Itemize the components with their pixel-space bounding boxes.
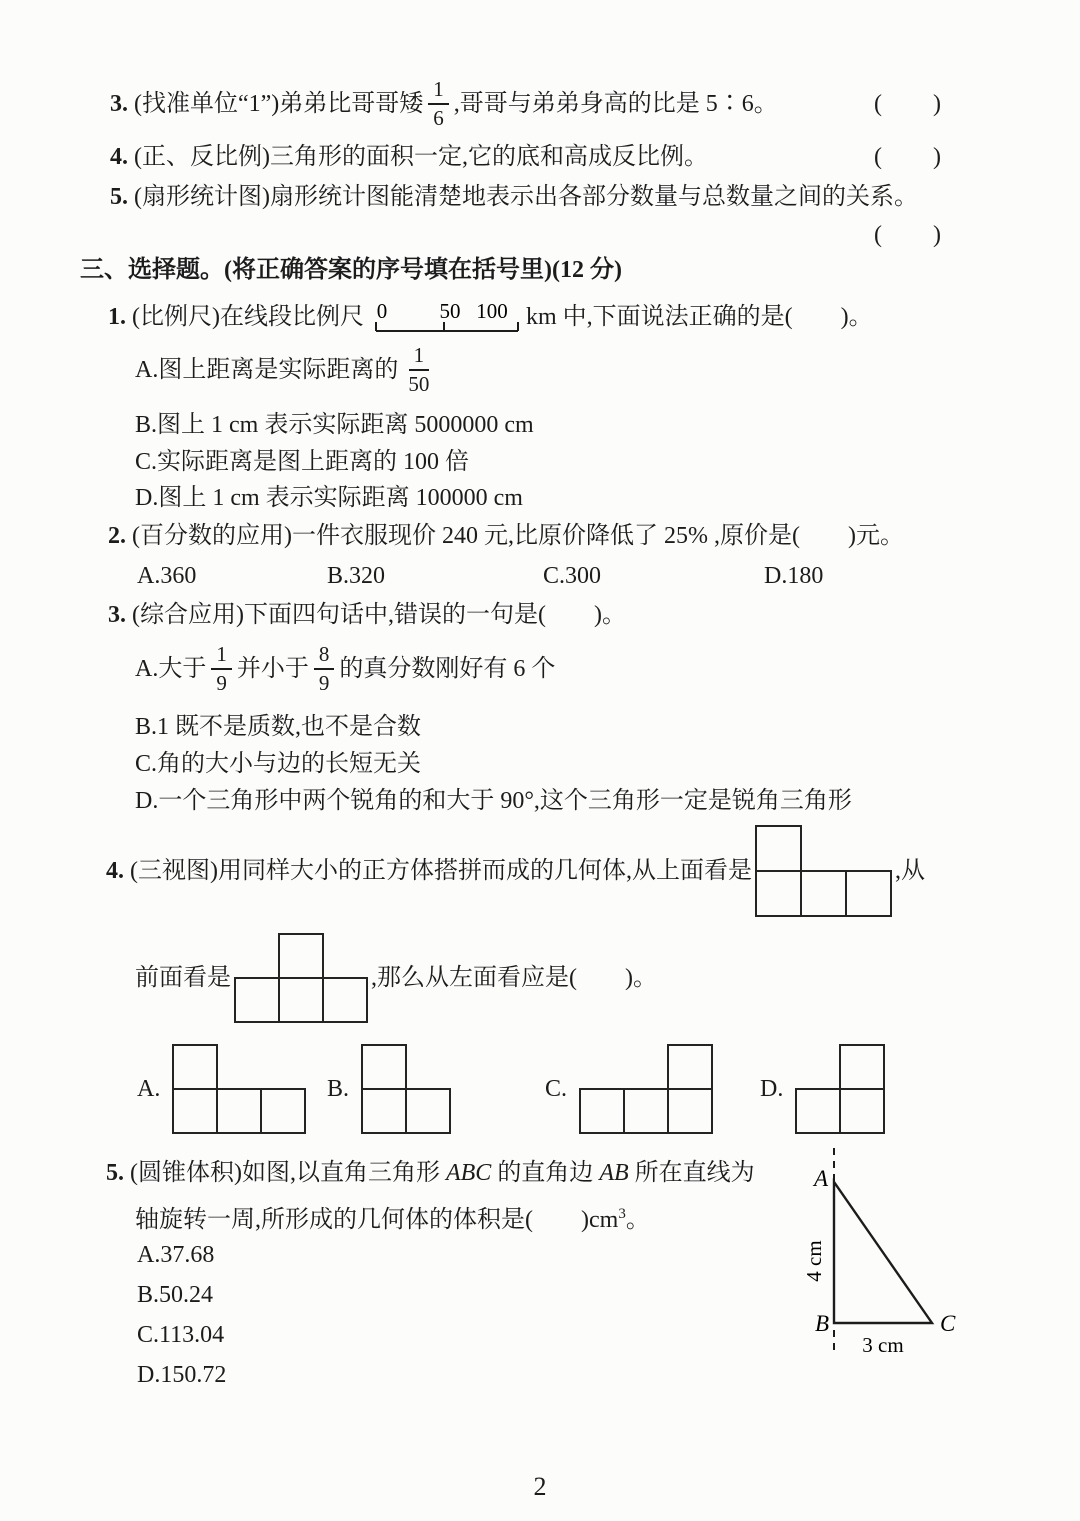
question-2: [108, 520, 904, 552]
question-1: [108, 293, 873, 341]
grid-square: [839, 1044, 885, 1090]
grid-square: [361, 1044, 407, 1090]
q5-option-c: C.113.04: [137, 1322, 225, 1348]
scale-tick-50: 50: [439, 299, 461, 323]
q3-option-a-label: A.: [135, 656, 159, 682]
side-ab-length-label: 4 cm: [802, 1240, 826, 1282]
judge-item-3-answer-bracket: ( ): [874, 91, 942, 117]
q1-option-b: B.图上 1 cm 表示实际距离 5000000 cm: [135, 412, 534, 438]
q4-option-d-figure: [795, 1044, 885, 1134]
question-5-text-4: 轴旋转一周,所形成的几何体的体积是( )cm: [135, 1207, 619, 1233]
grid-square: [172, 1044, 218, 1090]
grid-square: [623, 1088, 669, 1134]
question-3-text: (综合应用)下面四句话中,错误的一句是( )。: [132, 602, 626, 628]
grid-square: [795, 1088, 841, 1134]
q3-option-a-text-3: 的真分数刚好有 6 个: [339, 656, 556, 682]
q1-option-a-label: A.: [135, 357, 159, 383]
grid-square: [667, 1088, 713, 1134]
question-5-text-5: 。: [625, 1207, 650, 1233]
question-4-text-pre: (三视图)用同样大小的正方体搭拼而成的几何体,从上面看是: [130, 858, 752, 884]
question-5-abc: ABC: [445, 1160, 492, 1186]
judge-item-3-text-post: ,哥哥与弟弟身高的比是 5∶6。: [453, 91, 778, 117]
q4-option-a-figure: [172, 1044, 306, 1134]
q5-option-a: A.37.68: [137, 1242, 215, 1268]
q2-option-a: A.360: [137, 563, 197, 589]
fraction-8-9: $\frac{8}{9}$: [314, 644, 335, 694]
q4-option-b-label: B.: [327, 1076, 350, 1102]
q4-option-a: [137, 1042, 309, 1136]
question-2-text: (百分数的应用)一件衣服现价 240 元,比原价降低了 25% ,原价是( )元。: [132, 523, 904, 549]
question-5-text-1: (圆锥体积)如图,以直角三角形: [130, 1160, 446, 1186]
question-5-line-2: [135, 1199, 650, 1235]
grid-square: [278, 977, 324, 1023]
q2-option-c: C.300: [543, 563, 602, 589]
judge-item-5-answer-bracket: ( ): [874, 222, 942, 248]
q4-option-b: [327, 1042, 454, 1136]
q1-option-c: C.实际距离是图上距离的 100 倍: [135, 449, 470, 475]
grid-square: [667, 1044, 713, 1090]
linear-scale-bar-figure: [372, 294, 524, 340]
scale-tick-0: 0: [376, 299, 388, 323]
question-1-text-post: 中,下面说法正确的是( )。: [556, 304, 873, 330]
q4-option-c: [545, 1042, 716, 1136]
judge-item-5-text: (扇形统计图)扇形统计图能清楚地表示出各部分数量与总数量之间的关系。: [134, 184, 918, 210]
grid-square: [405, 1088, 451, 1134]
q4-option-d: [760, 1042, 888, 1136]
q2-option-b: B.320: [327, 563, 386, 589]
grid-square: [755, 825, 802, 872]
judge-item-4: [110, 141, 708, 173]
q4-option-c-label: C.: [545, 1076, 568, 1102]
grid-square: [234, 977, 280, 1023]
grid-square: [216, 1088, 262, 1134]
fraction-1-6: $\frac{1}{6}$: [428, 79, 449, 129]
q4-option-a-label: A.: [137, 1076, 161, 1102]
question-3: [108, 599, 626, 631]
top-view-figure: [755, 825, 892, 917]
question-3-number: 3.: [108, 602, 126, 628]
question-4-number: 4.: [106, 858, 124, 884]
triangle-figure: [795, 1148, 985, 1366]
q1-option-a-text: 图上距离是实际距离的: [158, 357, 399, 383]
grid-square: [800, 870, 847, 917]
grid-square: [260, 1088, 306, 1134]
judge-item-4-text: (正、反比例)三角形的面积一定,它的底和高成反比例。: [134, 144, 708, 170]
question-1-number: 1.: [108, 304, 126, 330]
right-triangle-outline: [834, 1182, 932, 1323]
question-4-text-mid: ,从: [894, 858, 925, 884]
question-4-text-post: ,那么从左面看应是( )。: [371, 965, 657, 991]
q3-option-a-text-2: 并小于: [236, 656, 309, 682]
q3-option-a: [135, 638, 555, 700]
scale-tick-100: 100: [476, 299, 508, 323]
grid-square: [361, 1088, 407, 1134]
side-bc-length-label: 3 cm: [862, 1333, 904, 1357]
judge-item-5-number: 5.: [110, 184, 128, 210]
judge-item-3: [110, 76, 778, 132]
judge-item-4-number: 4.: [110, 144, 128, 170]
question-2-number: 2.: [108, 523, 126, 549]
section-3-header: 三、选择题。(将正确答案的序号填在括号里)(12 分): [80, 257, 622, 283]
question-5-ab: AB: [599, 1160, 629, 1186]
q4-option-b-figure: [361, 1044, 451, 1134]
vertex-label-c: C: [940, 1311, 956, 1336]
vertex-label-b: B: [814, 1311, 829, 1336]
fraction-1-50: $\frac{1}{50}$: [408, 343, 430, 396]
question-5-line-1: [106, 1157, 755, 1189]
grid-square: [172, 1088, 218, 1134]
q2-option-d: D.180: [764, 563, 824, 589]
q4-option-d-label: D.: [760, 1076, 784, 1102]
q5-option-d: D.150.72: [137, 1362, 227, 1388]
question-4-line-1: [106, 823, 925, 919]
grid-square: [579, 1088, 625, 1134]
question-5-text-3: 所在直线为: [628, 1160, 755, 1186]
q1-option-d: D.图上 1 cm 表示实际距离 100000 cm: [135, 485, 523, 511]
judge-item-4-answer-bracket: ( ): [874, 144, 942, 170]
question-5-cm3-sup: 3: [618, 1206, 626, 1222]
question-4-text-front: 前面看是: [135, 965, 231, 991]
vertex-label-a: A: [813, 1166, 828, 1191]
page-number: 2: [533, 1472, 547, 1501]
grid-square: [839, 1088, 885, 1134]
q3-option-d: D.一个三角形中两个锐角的和大于 90°,这个三角形一定是锐角三角形: [135, 788, 852, 814]
question-1-text-pre: (比例尺)在线段比例尺: [132, 304, 370, 330]
q4-option-c-figure: [579, 1044, 713, 1134]
grid-square: [845, 870, 892, 917]
judge-item-5: [110, 181, 918, 213]
grid-square: [322, 977, 368, 1023]
question-5-text-2: 的直角边: [491, 1160, 600, 1186]
front-view-figure: [234, 933, 368, 1023]
judge-item-3-text-pre: (找准单位“1”)弟弟比哥哥矮: [134, 91, 424, 117]
q1-option-a: [135, 341, 439, 399]
q5-option-b: B.50.24: [137, 1282, 214, 1308]
question-4-line-2: [135, 930, 657, 1026]
grid-square: [755, 870, 802, 917]
question-5-number: 5.: [106, 1160, 124, 1186]
judge-item-3-number: 3.: [110, 91, 128, 117]
grid-square: [278, 933, 324, 979]
q3-option-c: C.角的大小与边的长短无关: [135, 751, 422, 777]
q3-option-a-text-1: 大于: [158, 656, 207, 682]
scale-unit: km: [525, 304, 557, 330]
q3-option-b: B.1 既不是质数,也不是合数: [135, 714, 422, 740]
fraction-1-9: $\frac{1}{9}$: [211, 644, 232, 694]
